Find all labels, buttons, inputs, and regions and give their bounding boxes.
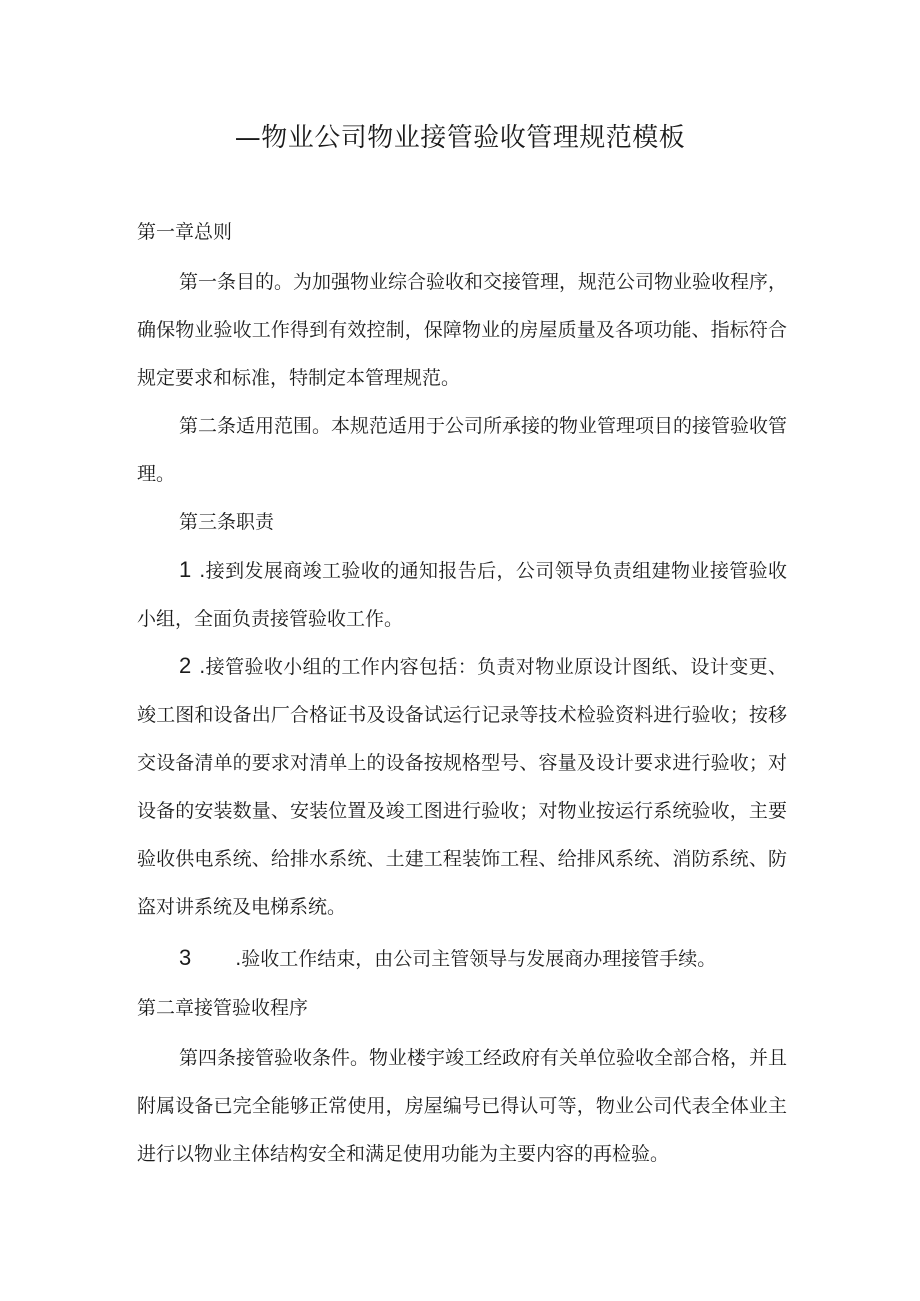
duty-item-1-number: 1 [179,557,192,582]
duty-item-3 [137,934,787,983]
article-3-heading: 第三条职责 [179,511,275,533]
duty-item-2-text: .接管验收小组的工作内容包括：负责对物业原设计图纸、设计变更、竣工图和设备出厂合格证书及设备试运行记录等技术检验资料进行验收；按移交设备清单的要求对清单上的设备按规格型号、容量及设计要求进行验收；对设备的安装数量、安装位置及竣工图进行验收；对物业按运行系统验收，主要验收供电系统、给排水系统、土建工程装饰工程、给排风系统、消防系统、防盗对讲系统及电梯系统。 [137,656,787,918]
duty-item-3-text: .验收工作结束，由公司主管领导与发展商办理接管手续。 [235,948,717,970]
duty-item-1 [137,546,787,643]
chapter-2-heading: 第二章接管验收程序 [137,997,309,1019]
article-4-paragraph: 第四条接管验收条件。物业楼宇竣工经政府有关单位验收全部合格，并且附属设备已完全能够正常使用，房屋编号已得认可等，物业公司代表全体业主进行以物业主体结构安全和满足使用功能为主要内容的再检验。 [137,1047,788,1165]
duty-item-2-number: 2 [179,653,192,678]
chapter-1-heading: 第一章总则 [137,221,233,243]
article-1-paragraph: 第一条目的。为加强物业综合验收和交接管理，规范公司物业验收程序，确保物业验收工作得到有效控制，保障物业的房屋质量及各项功能、指标符合规定要求和标准，特制定本管理规范。 [137,271,788,389]
duty-item-2 [137,642,787,931]
article-2-paragraph: 第二条适用范围。本规范适用于公司所承接的物业管理项目的接管验收管理。 [137,415,788,485]
document-title: —物业公司物业接管验收管理规范模板 [234,123,686,153]
duty-item-1-text: .接到发展商竣工验收的通知报告后，公司领导负责组建物业接管验收小组，全面负责接管验收工作。 [137,560,787,630]
duty-item-3-number: 3 [179,945,192,970]
